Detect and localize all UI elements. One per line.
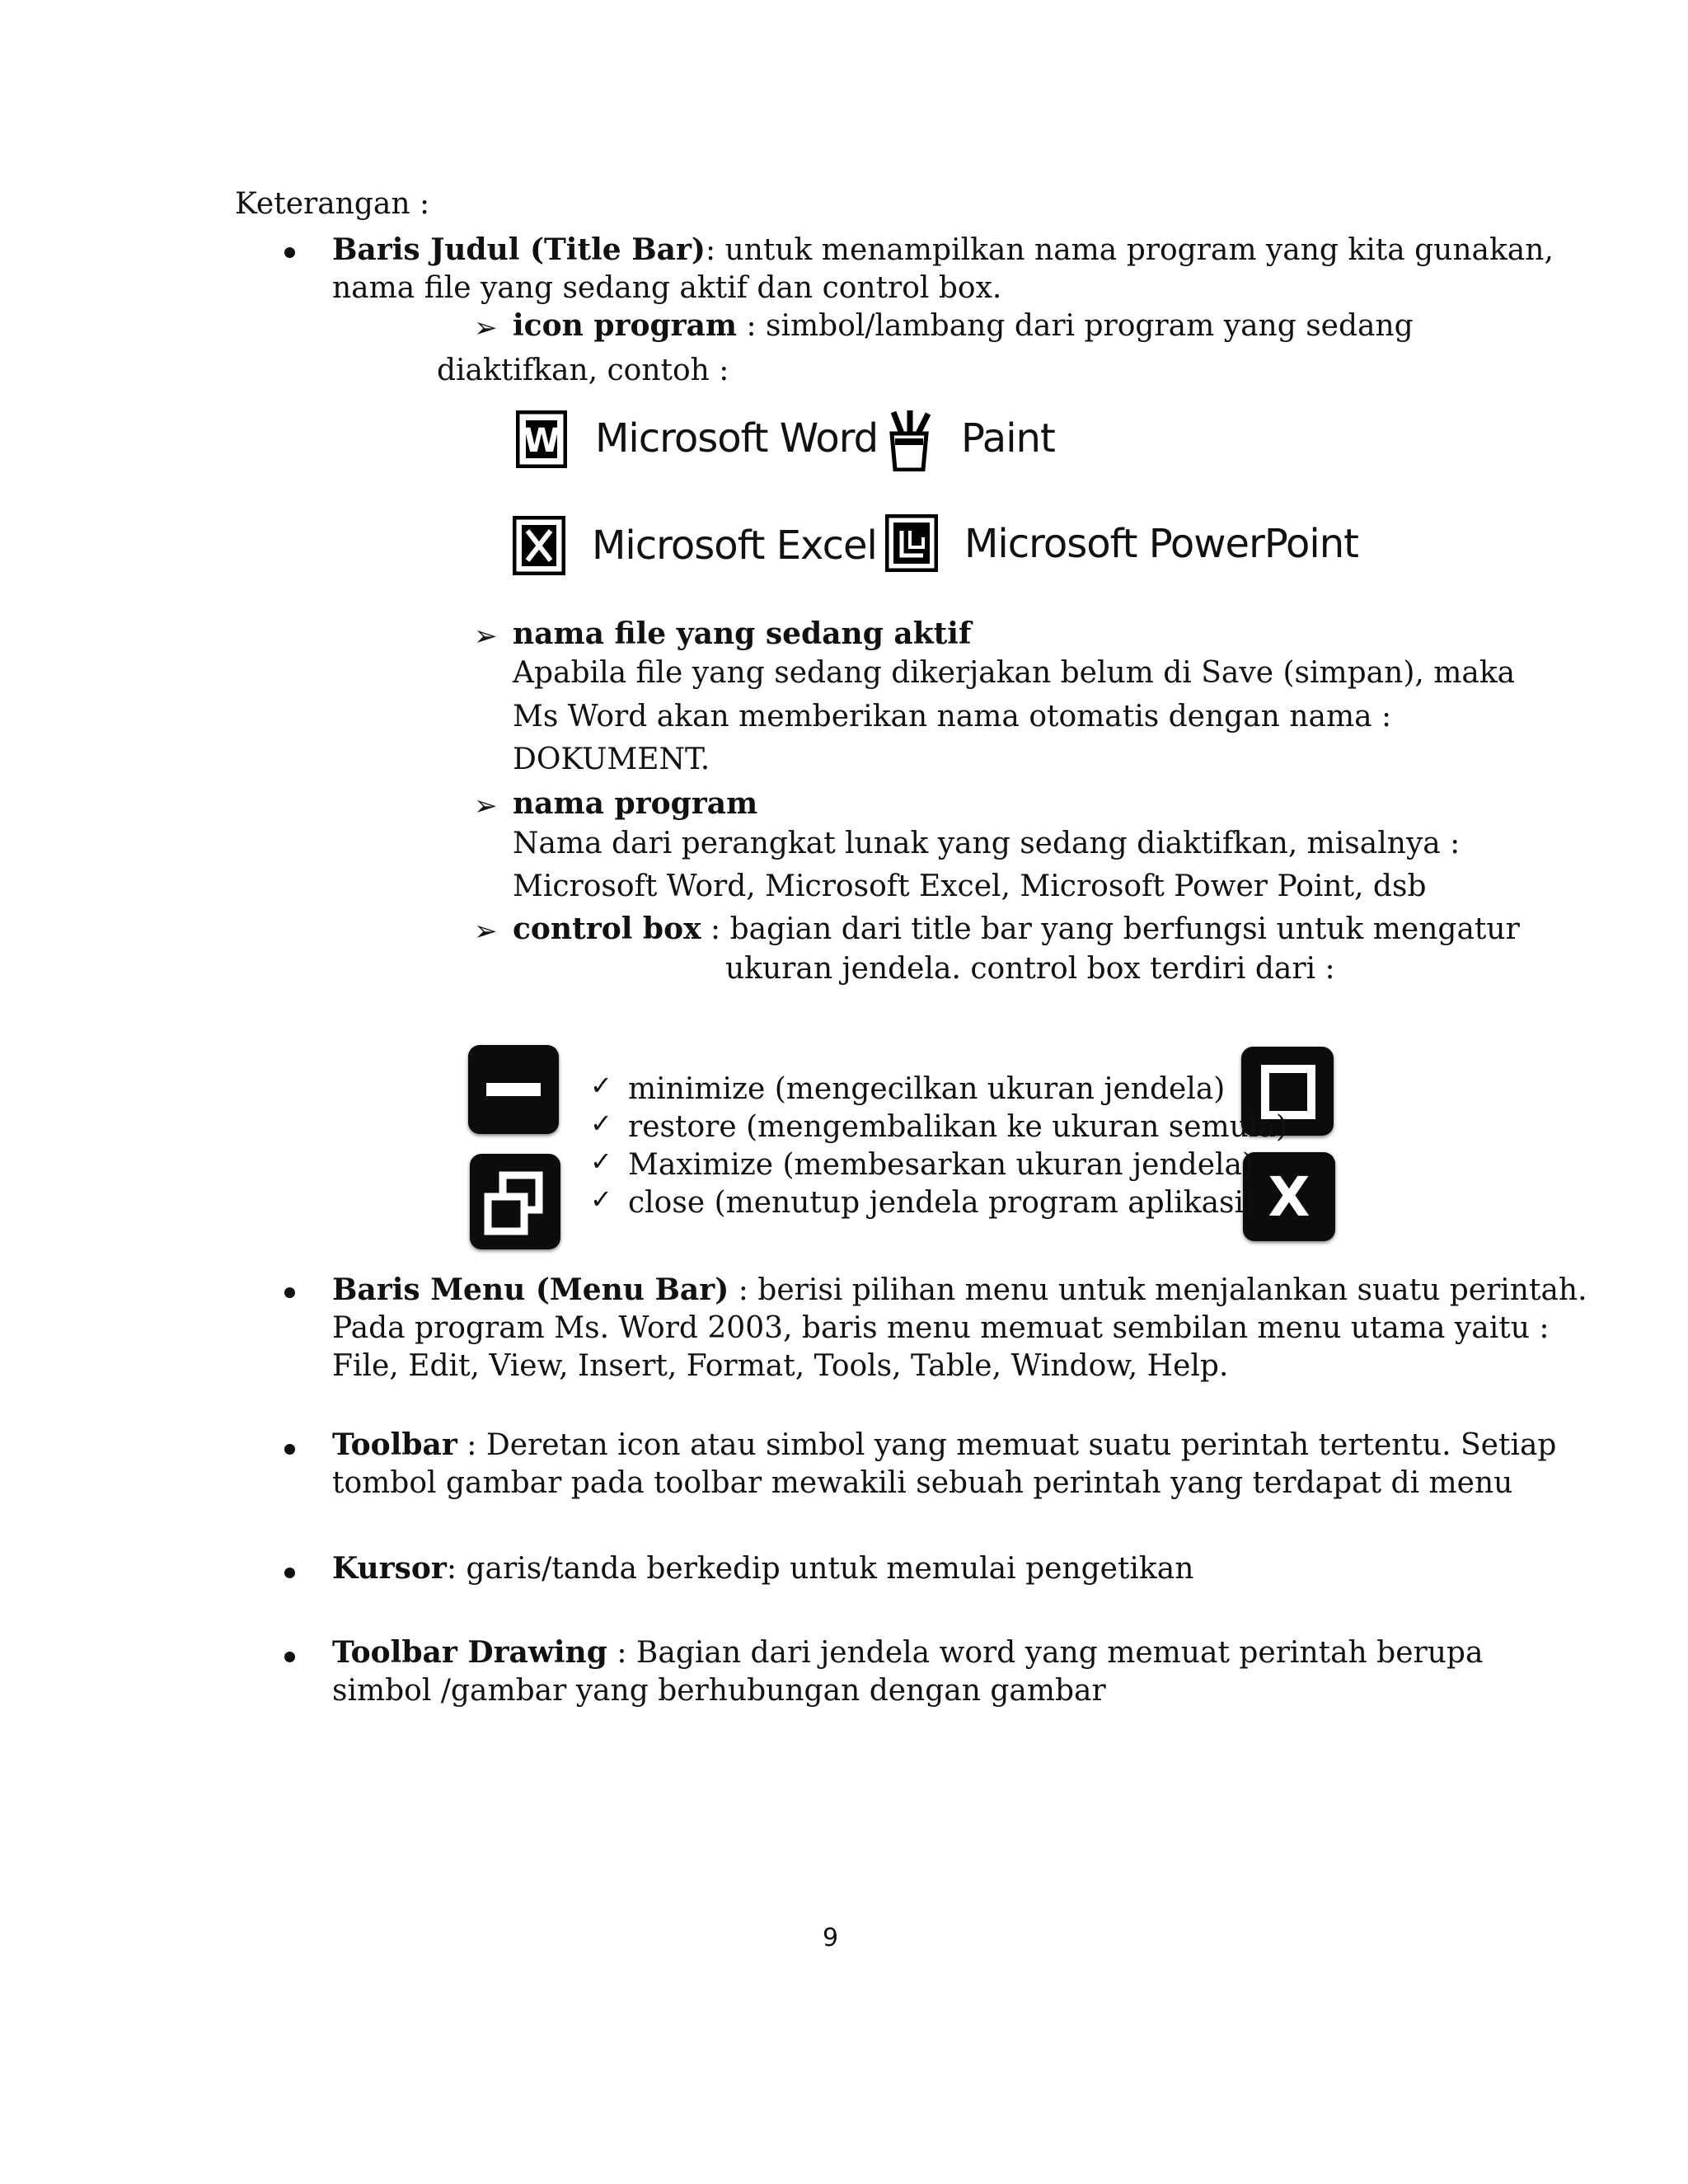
bullet-dot	[284, 1287, 295, 1298]
kursor-desc: : garis/tanda berkedip untuk memulai pengetikan	[446, 1552, 1194, 1586]
control-item: minimize (mengecilkan ukuran jendela)	[628, 1072, 1226, 1106]
word-icon	[516, 410, 567, 468]
program-label: Microsoft Excel	[592, 523, 877, 569]
menu-bar-term: Baris Menu (Menu Bar)	[332, 1272, 729, 1307]
arrow-bullet-icon: ➢	[474, 312, 498, 344]
active-file-term: nama file yang sedang aktif	[513, 616, 972, 651]
program-label: Microsoft Word	[595, 415, 879, 462]
active-file-line3: DOKUMENT.	[513, 743, 710, 776]
toolbar-desc: : Deretan icon atau simbol yang memuat suatu perintah tertentu. Setiap	[457, 1428, 1557, 1462]
arrow-bullet-icon: ➢	[474, 915, 498, 948]
intro-label: Keterangan :	[235, 187, 430, 221]
control-item: close (menutup jendela program aplikasi)	[628, 1186, 1256, 1220]
icon-program-term: icon program	[513, 308, 738, 343]
kursor-line1	[332, 1551, 1193, 1586]
active-file-line2: Ms Word akan memberikan nama otomatis dengan nama :	[513, 700, 1392, 733]
toolbar-term: Toolbar	[332, 1427, 457, 1462]
title-bar-line2: nama file yang sedang aktif dan control box.	[332, 271, 1002, 305]
control-box-term: control box	[513, 912, 701, 946]
svg-text:W: W	[523, 422, 560, 460]
title-bar-term: Baris Judul (Title Bar)	[332, 232, 706, 267]
program-name-line2: Microsoft Word, Microsoft Excel, Microsoft Power Point, dsb	[513, 869, 1427, 903]
icon-program-desc: : simbol/lambang dari program yang sedang	[737, 309, 1414, 343]
bullet-dot	[284, 1568, 295, 1578]
restore-button-icon	[470, 1154, 560, 1249]
menu-bar-line1	[332, 1272, 1587, 1308]
control-box-desc: : bagian dari title bar yang berfungsi untuk mengatur	[701, 912, 1520, 946]
page-number: 9	[823, 1924, 839, 1952]
arrow-bullet-icon: ➢	[474, 620, 498, 653]
menu-bar-line2: Pada program Ms. Word 2003, baris menu memuat sembilan menu utama yaitu :	[332, 1311, 1550, 1345]
bullet-dot	[284, 247, 295, 258]
program-name-line1: Nama dari perangkat lunak yang sedang diaktifkan, misalnya :	[513, 827, 1461, 860]
paint-icon	[882, 409, 936, 471]
checkmark-icon: ✓	[590, 1070, 612, 1101]
close-button-icon	[1243, 1152, 1335, 1241]
control-box-line2: ukuran jendela. control box terdiri dari :	[725, 952, 1335, 986]
title-bar-desc: : untuk menampilkan nama program yang kita gunakan,	[705, 233, 1554, 267]
checkmark-icon: ✓	[590, 1183, 612, 1215]
kursor-term: Kursor	[332, 1551, 447, 1586]
toolbar-drawing-term: Toolbar Drawing	[332, 1635, 607, 1670]
toolbar-line1	[332, 1427, 1556, 1463]
program-label: Paint	[961, 415, 1055, 462]
active-file-line1: Apabila file yang sedang dikerjakan belum di Save (simpan), maka	[513, 656, 1516, 690]
icon-program-line1	[513, 308, 1414, 344]
program-label: Microsoft PowerPoint	[964, 521, 1358, 567]
bullet-dot	[284, 1444, 295, 1455]
checkmark-icon: ✓	[590, 1108, 612, 1139]
toolbar-line2: tombol gambar pada toolbar mewakili sebuah perintah yang terdapat di menu	[332, 1466, 1513, 1500]
menu-bar-line3: File, Edit, View, Insert, Format, Tools, Table, Window, Help.	[332, 1349, 1229, 1383]
checkmark-icon: ✓	[590, 1146, 612, 1177]
minimize-button-icon	[468, 1045, 559, 1134]
powerpoint-icon	[885, 514, 938, 572]
excel-icon	[513, 516, 565, 575]
menu-bar-desc: : berisi pilihan menu untuk menjalankan suatu perintah.	[729, 1273, 1587, 1307]
program-name-term: nama program	[513, 786, 758, 821]
title-bar-line1	[332, 232, 1554, 268]
toolbar-drawing-line1	[332, 1635, 1483, 1671]
toolbar-drawing-line2: simbol /gambar yang berhubungan dengan gambar	[332, 1674, 1106, 1708]
control-item: restore (mengembalikan ke ukuran semula)	[628, 1110, 1287, 1144]
close-glyph: X	[1268, 1165, 1311, 1229]
control-box-line1	[513, 912, 1520, 947]
toolbar-drawing-desc: : Bagian dari jendela word yang memuat perintah berupa	[607, 1636, 1484, 1670]
icon-program-line2: diaktifkan, contoh :	[437, 354, 729, 387]
control-item: Maximize (membesarkan ukuran jendela)	[628, 1148, 1254, 1182]
arrow-bullet-icon: ➢	[474, 790, 498, 823]
bullet-dot	[284, 1652, 295, 1662]
